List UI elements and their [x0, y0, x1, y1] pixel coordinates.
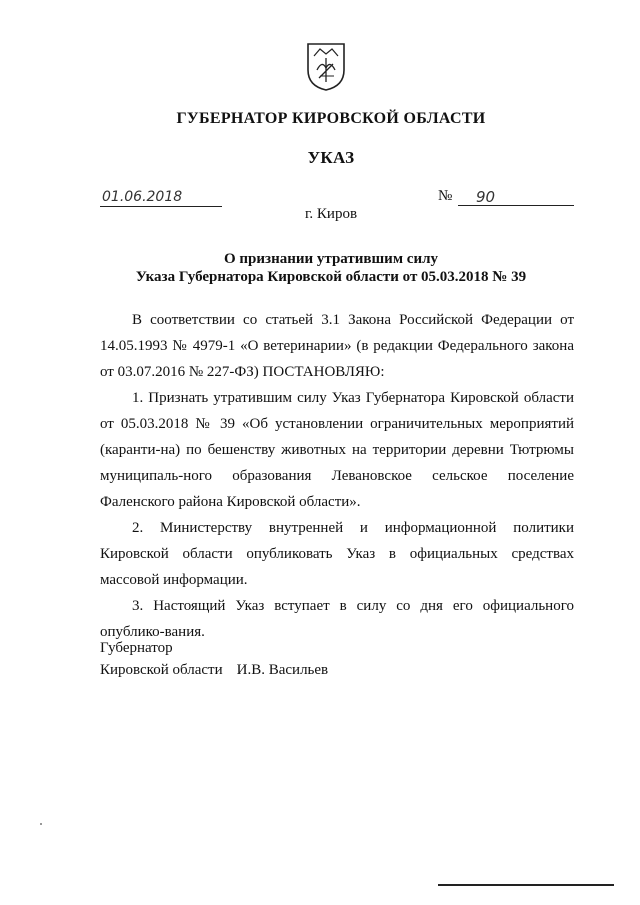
number-label: №: [438, 188, 453, 204]
signature-block: [100, 637, 328, 681]
document-body: [100, 307, 574, 645]
document-number: 90: [458, 188, 574, 206]
subject-line-1: О признании утратившим силу: [224, 251, 438, 267]
item-3-paragraph: 3. Настоящий Указ вступает в силу со дня его официального опублико-вания.: [100, 598, 574, 640]
city: г. Киров: [304, 206, 358, 222]
footer-rule: [438, 884, 614, 886]
authority-title: ГУБЕРНАТОР КИРОВСКОЙ ОБЛАСТИ: [176, 110, 486, 127]
preamble-paragraph: В соответствии со статьей 3.1 Закона Российской Федерации от 14.05.1993 № 4979-1 «О ветеринарии» (в редакции Федерального закона от 03.07.2016 № 227-ФЗ) ПОСТАНОВЛЯЮ:: [100, 312, 574, 380]
scan-artifact: [40, 823, 42, 825]
document-date: 01.06.2018: [100, 188, 222, 207]
subject-line-2: Указа Губернатора Кировской области от 05.03.2018 № 39: [135, 269, 527, 285]
item-2-paragraph: 2. Министерству внутренней и информационной политики Кировской области опубликовать Указ в официальных средствах массовой информации.: [100, 520, 574, 588]
document-subject: [0, 250, 640, 286]
signatory-position-2: Кировской области: [100, 662, 223, 678]
item-1-paragraph: 1. Признать утратившим силу Указ Губернатора Кировской области от 05.03.2018 № 39 «Об установлении ограничительных мероприятий (каранти-на) по бешенству животных на территории деревни Тютрюмы муниципаль-ного образования Левановское сельское поселение Фаленского района Кировской области».: [100, 390, 574, 510]
signatory-position-1: Губернатор: [100, 640, 173, 656]
coat-of-arms-icon: [304, 40, 348, 92]
document-type: УКАЗ: [307, 148, 355, 167]
signatory-name: И.В. Васильев: [236, 662, 329, 678]
